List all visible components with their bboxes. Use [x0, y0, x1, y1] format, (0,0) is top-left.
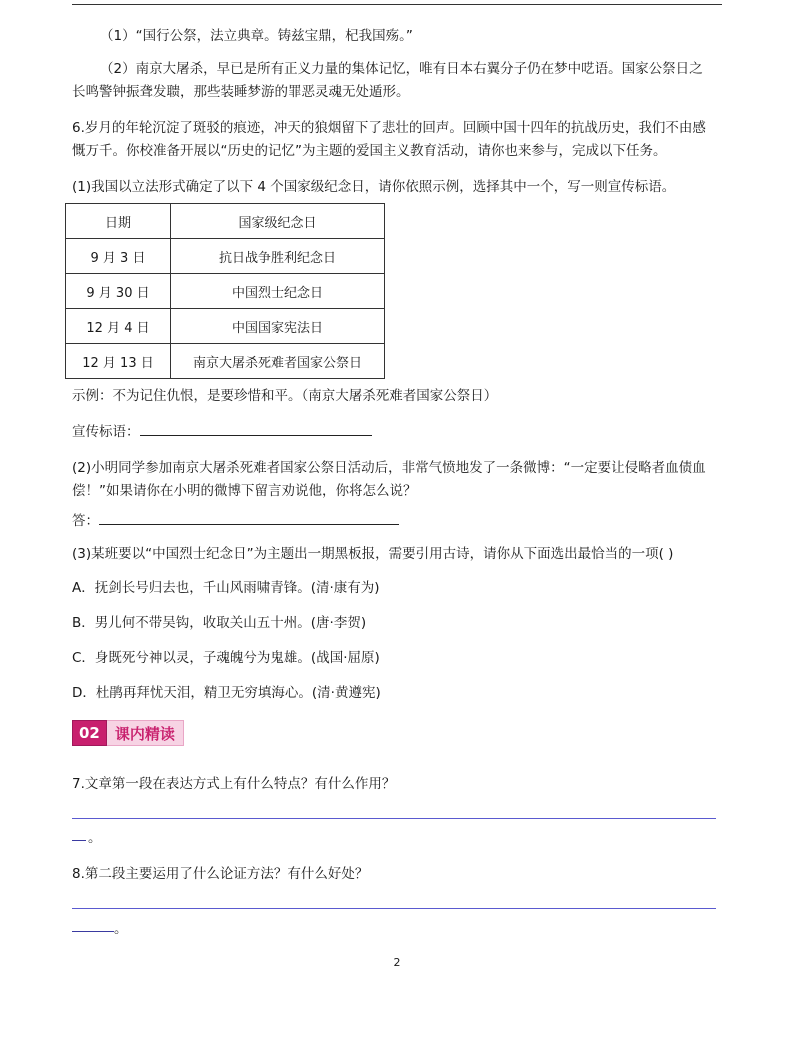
table-cell-day: 中国国家宪法日 — [171, 309, 385, 344]
question-6-sub-2-line-1: (2)小明同学参加南京大屠杀死难者国家公祭日活动后，非常气愤地发了一条微博：“一定要让侵略者血债血 — [72, 460, 706, 476]
slogan-row — [72, 420, 372, 440]
table-row — [66, 309, 385, 344]
question-6-sub-1: (1)我国以立法形式确定了以下 4 个国家级纪念日，请你依照示例，选择其中一个，写一则宣传标语。 — [72, 179, 676, 195]
question-6-sub-2-line-2: 偿！”如果请你在小明的微博下留言劝说他，你将怎么说？ — [72, 483, 417, 499]
option-c[interactable]: C．身既死兮神以灵，子魂魄兮为鬼雄。(战国·屈原) — [72, 650, 380, 666]
question-8-answer-short-line — [72, 931, 114, 932]
section-title: 课内精读 — [107, 720, 184, 746]
option-a[interactable]: A．抚剑长号归去也，千山风雨啸青锋。(清·康有为) — [72, 580, 380, 596]
question-7: 7.文章第一段在表达方式上有什么特点？有什么作用？ — [72, 776, 396, 792]
header-rule — [72, 4, 722, 5]
table-row — [66, 344, 385, 379]
table-cell-date: 12 月 4 日 — [66, 309, 171, 344]
quote-2-line-2: 长鸣警钟振聋发聩，那些装睡梦游的罪恶灵魂无处遁形。 — [72, 84, 410, 100]
table-cell-day: 南京大屠杀死难者国家公祭日 — [171, 344, 385, 379]
question-6-sub-3: (3)某班要以“中国烈士纪念日”为主题出一期黑板报，需要引用古诗，请你从下面选出最恰当的一项( ) — [72, 546, 674, 562]
section-heading — [72, 720, 184, 746]
memorial-days-table — [65, 203, 385, 379]
table-cell-date: 12 月 13 日 — [66, 344, 171, 379]
question-7-answer-short-line — [72, 840, 86, 841]
table-row — [66, 274, 385, 309]
question-7-end-mark: 。 — [88, 830, 102, 846]
option-b[interactable]: B．男儿何不带吴钩，收取关山五十州。(唐·李贺) — [72, 615, 367, 631]
question-8-end-mark: 。 — [114, 921, 128, 937]
quote-1: （1）“国行公祭，法立典章。铸兹宝鼎，杞我国殇。” — [100, 28, 413, 44]
table-cell-date: 9 月 3 日 — [66, 239, 171, 274]
table-header-row — [66, 204, 385, 239]
table-header-day: 国家级纪念日 — [171, 204, 385, 239]
quote-2-line-1: （2）南京大屠杀，早已是所有正义力量的集体记忆，唯有日本右翼分子仍在梦中呓语。国家公祭日之 — [100, 61, 703, 77]
answer-blank[interactable] — [99, 510, 399, 525]
section-number: 02 — [72, 720, 107, 746]
question-6-intro-line-1: 6.岁月的年轮沉淀了斑驳的痕迹，冲天的狼烟留下了悲壮的回声。回顾中国十四年的抗战历史，我们不由感 — [72, 120, 706, 136]
question-6-intro-line-2: 慨万千。你校准备开展以“历史的记忆”为主题的爱国主义教育活动，请你也来参与，完成以下任务。 — [72, 143, 667, 159]
example-text: 示例：不为记住仇恨，是要珍惜和平。（南京大屠杀死难者国家公祭日） — [72, 388, 498, 404]
slogan-label: 宣传标语： — [72, 424, 140, 440]
answer-row — [72, 509, 399, 529]
answer-label: 答： — [72, 513, 99, 529]
page-number: 2 — [393, 956, 401, 969]
question-7-answer-line[interactable] — [72, 818, 716, 819]
table-header-date: 日期 — [66, 204, 171, 239]
table-cell-day: 抗日战争胜利纪念日 — [171, 239, 385, 274]
table-cell-date: 9 月 30 日 — [66, 274, 171, 309]
table-row — [66, 239, 385, 274]
slogan-answer-blank[interactable] — [140, 421, 372, 436]
question-8: 8.第二段主要运用了什么论证方法？有什么好处？ — [72, 866, 369, 882]
question-8-answer-line[interactable] — [72, 908, 716, 909]
option-d[interactable]: D．杜鹃再拜忧天泪，精卫无穷填海心。(清·黄遵宪) — [72, 685, 381, 701]
table-cell-day: 中国烈士纪念日 — [171, 274, 385, 309]
